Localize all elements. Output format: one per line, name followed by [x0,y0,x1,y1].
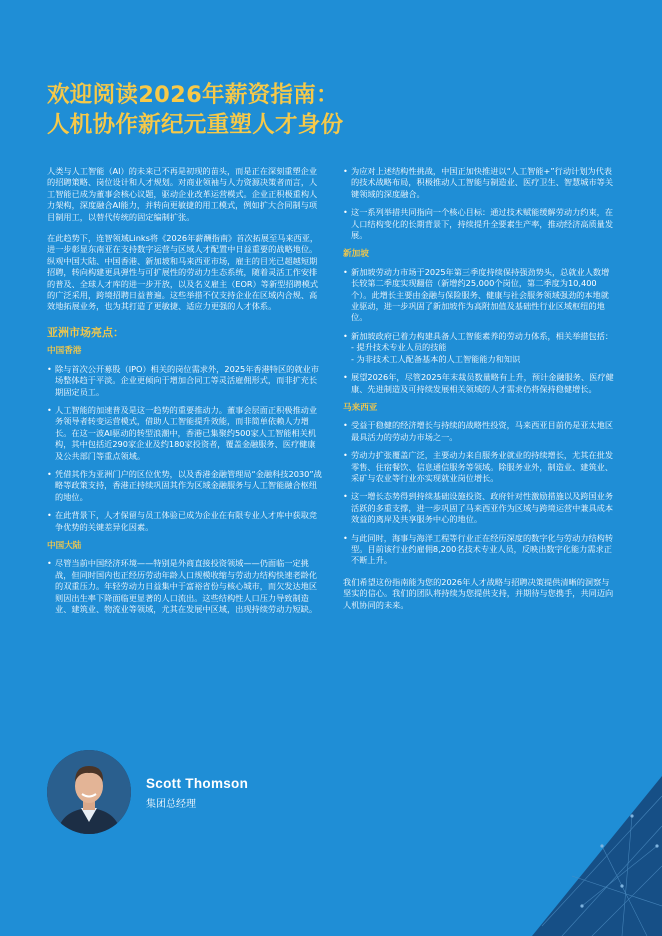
list-item: • 凭借其作为亚洲门户的区位优势，以及香港金融管理局“金融科技2030”战略等政策支持，香港正持续巩固其作为区域金融服务与人工智能融合枢纽的地位。 [47,469,322,503]
list-item: • 与此同时，海事与海洋工程等行业正在经历深度的数字化与劳动力结构转型。目前该行业约雇佣8,200名技术专业人员，反映出数字化能力需求正不断上升。 [343,533,615,567]
list-item: • 这一增长态势得到持续基础设施投资、政府针对性激励措施以及跨国业务活跃的多重支撑，进一步巩固了马来西亚作为区域与跨境运营中兼具成本效益的离岸及共享服务中心的地位。 [343,491,615,525]
list-item: • 人工智能的加速普及是这一趋势的重要推动力。董事会层面正积极推动业务领导者转变运营模式，借助人工智能提升效能，而非简单依赖人力增长。在这一波AI驱动的转型浪潮中，香港已集聚约500家人工智能相关机构，其中包括近290家企业及约180家投资者，覆盖金融服务、医疗健康及公共部门等重点领域。 [47,405,322,462]
malaysia-list [343,420,615,566]
singapore-list [343,267,615,395]
list-item: • 尽管当前中国经济环境——特别是外商直接投资领域——仍面临一定挑战，但同时国内也正经历劳动年龄人口规模收缩与劳动力结构快速老龄化的双重压力。年轻劳动力日益集中于富裕省份与核心城市，而欠发达地区则因出生率下降面临更显著的人口流出。这些结构性人口压力导致制造业、建筑业、物流业等领域，尤其在发展中区域，出现持续劳动力短缺。 [47,558,322,615]
avatar [47,750,131,834]
list-item: • 新加坡劳动力市场于2025年第三季度持续保持强劲势头，总就业人数增长较第二季度实现翻倍（新增约25,000个岗位，第二季度为10,400个）。此增长主要由金融与保险服务、健康与社会服务领域强劲的本地就业驱动，进一步巩固了新加坡作为高附加值及基础性行业区域枢纽的地位。 [343,267,615,324]
list-item: • 在此背景下，人才保留与员工体验已成为企业在有限专业人才库中获取竞争优势的关键差异化因素。 [47,510,322,533]
list-item: • 为应对上述结构性挑战，中国正加快推进以“人工智能+”行动计划为代表的技术战略布局，积极推动人工智能与制造业、医疗卫生、智慧城市等关键领域的深度融合。 [343,166,615,200]
list-item: • 展望2026年，尽管2025年末裁员数量略有上升，预计金融服务、医疗健康、先进制造及可持续发展相关领域的人才需求仍将保持稳健增长。 [343,372,615,395]
intro-paragraph: 人类与人工智能（AI）的未来已不再是初现的苗头，而是正在深刻重塑企业的招聘策略、岗位设计和人才规划。对商业领袖与人力资源决策者而言，人工智能已成为董事会核心议题，驱动企业改革运营模式。企业正积极重构人力架构，深度融合AI能力，并转向更敏捷的用工模式，例如扩大合同制与项目制用工，以替代传统的固定编制扩张。 [47,166,318,222]
page-title [47,80,627,140]
list-item [343,331,615,365]
signature-block [47,748,347,838]
mainland-china-list [47,558,322,615]
region-title-hong-kong: 中国香港 [47,346,82,357]
signatory-role: 集团总经理 [146,799,196,810]
list-item: • 这一系列举措共同指向一个核心目标：通过技术赋能缓解劳动力约束，在人口结构变化的长期背景下，持续提升全要素生产率，推动经济高质量发展。 [343,207,615,241]
portrait-illustration [47,750,131,834]
left-column [47,166,322,622]
mainland-china-list-continued [343,166,615,241]
network-mesh-decoration [472,736,662,936]
list-item: • 劳动力扩张覆盖广泛，主要动力来自服务业就业的持续增长，尤其在批发零售、住宿餐饮、信息通信服务等领域。除服务业外，制造业、建筑业、采矿与农业等行业亦实现就业岗位增长。 [343,450,615,484]
intro-paragraph: 在此趋势下，连智领域Links将《2026年薪酬指南》首次拓展至马来西亚，进一步彰显东南亚在支持数字运营与区域人才配置中日益重要的战略地位。纵观中国大陆、中国香港、新加坡和马来西亚市场，雇主的目光已超越短期招聘，转向构建更具弹性与可扩展性的劳动力生态系统，随着灵活工作安排的普及、全球人才库的进一步开放，以及名义雇主（EOR）等新型招聘模式的广泛采用，跨境招聘日益普遍。这些举措不仅支持企业在区域内合规、高效地拓展业务，也为其打造了更敏捷、适应力更强的人才体系。 [47,233,319,312]
title-line-1: 欢迎阅读2026年薪资指南： [47,82,339,108]
signatory-name: Scott Thomson [146,776,249,791]
closing-paragraph: 我们希望这份指南能为您的2026年人才战略与招聘决策提供清晰的洞察与坚实的信心。我们的团队将持续为您提供支持，并期待与您携手，共同迈向人机协同的未来。 [343,576,614,610]
sub-item: - 提升技术专业人员的技能 [351,342,447,353]
region-title-mainland-china: 中国大陆 [47,540,82,551]
list-item: • 除与首次公开募股（IPO）相关的岗位需求外，2025年香港特区的就业市场整体趋于平淡。企业更倾向于增加合同工等灵活雇佣形式，而非扩充长期固定员工。 [47,364,322,398]
hong-kong-list [47,364,322,533]
right-column [343,166,615,621]
list-item: • 受益于稳健的经济增长与持续的战略性投资，马来西亚目前仍是亚太地区最具活力的劳动力市场之一。 [343,420,615,443]
section-title-asia-highlights: 亚洲市场亮点： [47,325,124,339]
region-title-singapore: 新加坡 [343,249,369,260]
region-title-malaysia: 马来西亚 [343,402,378,413]
list-item-text: 新加坡政府已着力构建具备人工智能素养的劳动力体系，相关举措包括： [351,330,614,341]
sub-item: - 为非技术工人配备基本的人工智能能力和知识 [351,353,521,364]
title-line-2: 人机协作新纪元重塑人才身份 [47,112,344,138]
